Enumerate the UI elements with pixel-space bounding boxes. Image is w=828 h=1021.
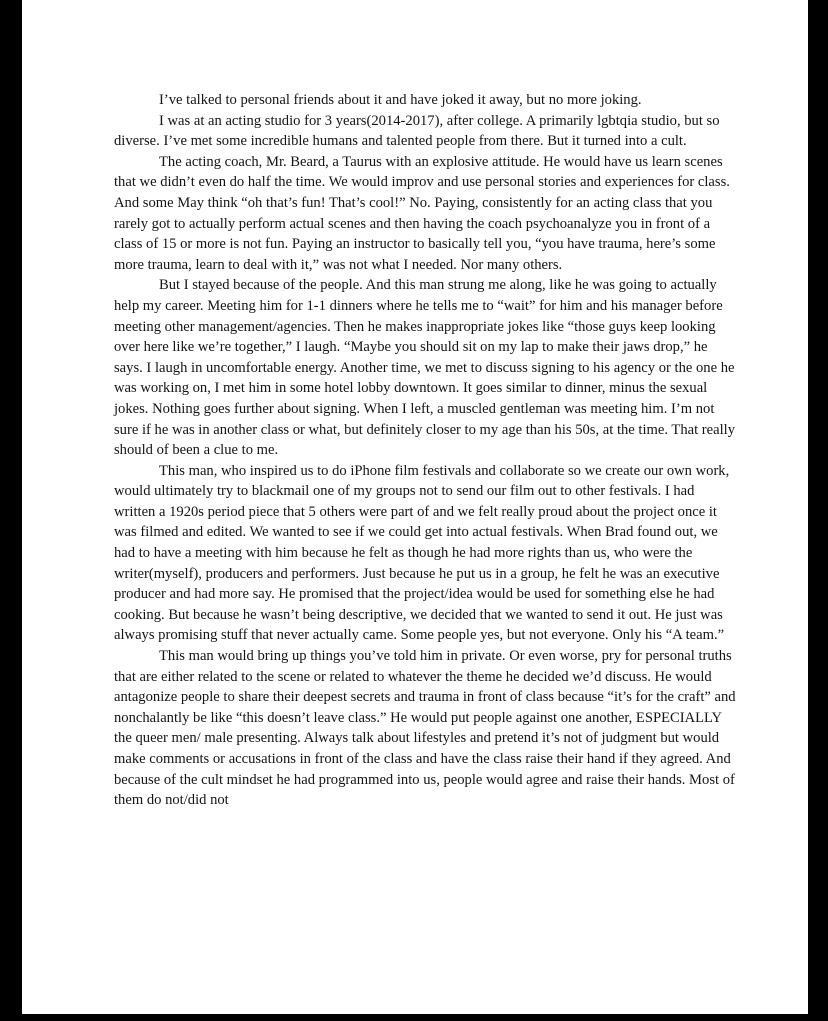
document-body: [114, 90, 736, 811]
paragraph: I was at an acting studio for 3 years(2014-2017), after college. A primarily lgbtqia studio, but so diverse. I’ve met some incredible humans and talented people from there. But it turned into a cult.: [114, 112, 720, 150]
paragraph: But I stayed because of the people. And this man strung me along, like he was going to actually help my career. Meeting him for 1-1 dinners where he tells me to “wait” for him and his manager before meeting other management/agencies. Then he makes inappropriate jokes like “those guys keep looking over here like we’re together,” I laugh. “Maybe you should sit on my lap to make their jaws drop,” he says. I laugh in uncomfortable energy. Another time, we met to discuss signing to his agency or the one he was working on, I met him in some hotel lobby downtown. It goes similar to dinner, minus the sexual jokes. Nothing goes further about signing. When I left, a muscled gentleman was meeting him. I’m not sure if he was in another class or what, but definitely closer to my age than his 50s, at the time. That really should of been a clue to me.: [114, 277, 736, 459]
paragraph: This man would bring up things you’ve told him in private. Or even worse, pry for personal truths that are either related to the scene or related to whatever the theme he decided we’d discuss. He would antagonize people to share their deepest secrets and trauma in front of class because “it’s for the craft” and nonchalantly be like “this doesn’t leave class.” He would put people against one another, ESPECIALLY the queer men/ male presenting. Always talk about lifestyles and pretend it’s not of judgment but would make comments or accusations in front of the class and have the class raise their hand if they agreed. And because of the cult mindset he had programmed into us, people would agree and raise their hands. Most of them do not/did not: [114, 648, 736, 809]
paragraph: This man, who inspired us to do iPhone film festivals and collaborate so we create our own work, would ultimately try to blackmail one of my groups not to send our film out to other festivals. I had written a 1920s period piece that 5 others were part of and we felt really proud about the project once it was filmed and edited. We wanted to see if we could get into actual festivals. When Brad found out, we had to have a meeting with him because he felt as though he had more rights than us, who were the writer(myself), producers and performers. Just because he put us in a group, he felt he was an executive producer and had more say. He promised that the project/idea would be used for something else he had cooking. But because he wasn’t being descriptive, we decided that we wanted to send it out. He just was always promising stuff that never actually came. Some people yes, but not everyone. Only his “A team.”: [114, 462, 730, 644]
document-page: [22, 0, 808, 1014]
paragraph: The acting coach, Mr. Beard, a Taurus with an explosive attitude. He would have us learn scenes that we didn’t even do half the time. We would improv and use personal stories and experiences for class. And some May think “oh that’s fun! That’s cool!” No. Paying, consistently for an acting class that you rarely got to actually perform actual scenes and then having the coach psychoanalyze you in front of a class of 15 or more is not fun. Paying an instructor to basically tell you, “you have trauma, here’s some more trauma, learn to deal with it,” was not what I needed. Nor many others.: [114, 153, 730, 273]
paragraph: I’ve talked to personal friends about it and have joked it away, but no more joking.: [159, 92, 642, 108]
